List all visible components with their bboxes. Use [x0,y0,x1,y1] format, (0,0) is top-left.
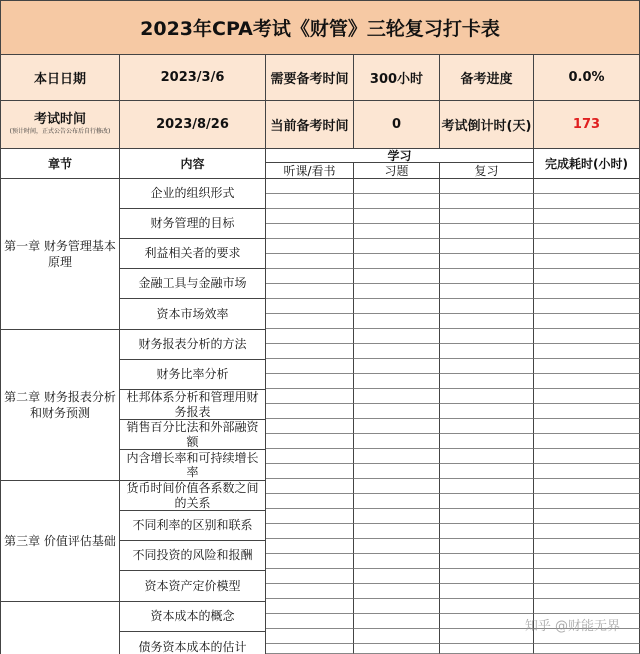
checkin-cell[interactable] [534,344,640,359]
item-cell: 不同利率的区别和联系 [120,511,266,541]
checkin-cell[interactable] [354,569,440,584]
checkin-cell[interactable] [266,494,354,509]
header-listen: 听课/看书 [266,163,354,179]
checkin-cell[interactable] [266,254,354,269]
today-label: 本日日期 [0,55,120,101]
checkin-cell[interactable] [440,239,534,254]
item-cell: 企业的组织形式 [120,179,266,209]
progress-label: 备考进度 [440,55,534,101]
checkin-cell[interactable] [354,479,440,494]
current-hours-value[interactable]: 0 [354,101,440,149]
checkin-cell[interactable] [440,374,534,389]
checkin-cell[interactable] [266,434,354,449]
checkin-cell[interactable] [266,569,354,584]
checkin-cell[interactable] [534,554,640,569]
checkin-cell[interactable] [534,299,640,314]
checkin-cell[interactable] [440,284,534,299]
chapter-2: 第二章 财务报表分析和财务预测 [0,330,120,481]
checkin-cell[interactable] [440,224,534,239]
checkin-cell[interactable] [440,209,534,224]
checkin-cell[interactable] [534,314,640,329]
item-cell: 金融工具与金融市场 [120,269,266,299]
checkin-cell[interactable] [354,269,440,284]
checkin-cell[interactable] [440,434,534,449]
checkin-cell[interactable] [354,419,440,434]
checkin-cell[interactable] [534,329,640,344]
checkin-cell[interactable] [534,464,640,479]
need-hours-value[interactable]: 300小时 [354,55,440,101]
checkin-cell[interactable] [266,614,354,629]
chapter-4 [0,602,120,654]
checkin-cell[interactable] [354,389,440,404]
checkin-cell[interactable] [354,644,440,654]
checkin-cell[interactable] [440,599,534,614]
checkin-cell[interactable] [534,254,640,269]
sheet-title: 2023年CPA考试《财管》三轮复习打卡表 [0,0,640,55]
checkin-cell[interactable] [266,359,354,374]
checkin-cell[interactable] [354,614,440,629]
checkin-cell[interactable] [354,584,440,599]
checkin-cell[interactable] [440,584,534,599]
checkin-cell[interactable] [354,209,440,224]
checkin-cell[interactable] [354,359,440,374]
checkin-cell[interactable] [440,269,534,284]
header-exercise: 习题 [354,163,440,179]
checkin-cell[interactable] [534,434,640,449]
chapter-1: 第一章 财务管理基本原理 [0,179,120,330]
checkin-cell[interactable] [534,599,640,614]
item-cell: 利益相关者的要求 [120,239,266,269]
item-cell: 内含增长率和可持续增长率 [120,450,266,481]
checkin-cell[interactable] [266,629,354,644]
item-cell: 资本资产定价模型 [120,571,266,602]
checkin-cell[interactable] [534,239,640,254]
need-hours-label: 需要备考时间 [266,55,354,101]
checkin-cell[interactable] [354,464,440,479]
chapter-3: 第三章 价值评估基础 [0,481,120,602]
checkin-cell[interactable] [440,539,534,554]
header-study: 学习 [266,149,534,163]
header-review: 复习 [440,163,534,179]
exam-value[interactable]: 2023/8/26 [120,101,266,149]
checkin-cell[interactable] [440,194,534,209]
checkin-cell[interactable] [440,569,534,584]
checkin-cell[interactable] [440,614,534,629]
checkin-cell[interactable] [354,494,440,509]
checkin-cell[interactable] [440,344,534,359]
progress-value: 0.0% [534,55,640,101]
checkin-cell[interactable] [266,599,354,614]
checkin-cell[interactable] [534,494,640,509]
exam-label: 考试时间 [33,112,86,128]
checkin-cell[interactable] [354,254,440,269]
checkin-cell[interactable] [534,224,640,239]
checkin-cell[interactable] [266,539,354,554]
checkin-cell[interactable] [354,434,440,449]
checkin-cell[interactable] [354,509,440,524]
checkin-cell[interactable] [534,524,640,539]
exam-label-cell [0,101,120,149]
checkin-cell[interactable] [354,374,440,389]
item-cell: 销售百分比法和外部融资额 [120,420,266,450]
checkin-cell[interactable] [440,404,534,419]
header-content: 内容 [120,149,266,179]
checkin-cell[interactable] [354,239,440,254]
checkin-cell[interactable] [266,584,354,599]
checkin-cell[interactable] [266,404,354,419]
item-cell: 不同投资的风险和报酬 [120,541,266,571]
checkin-cell[interactable] [440,644,534,654]
checkin-cell[interactable] [534,419,640,434]
checkin-cell[interactable] [266,554,354,569]
checkin-cell[interactable] [440,449,534,464]
checkin-cell[interactable] [354,284,440,299]
exam-note: (预计时间，正式公告公布后自行修改) [9,128,111,136]
checkin-cell[interactable] [534,179,640,194]
checkin-cell[interactable] [440,509,534,524]
checkin-cell[interactable] [534,269,640,284]
checkin-cell[interactable] [440,254,534,269]
checkin-cell[interactable] [354,344,440,359]
header-chapter: 章节 [0,149,120,179]
checkin-cell[interactable] [440,494,534,509]
checkin-cell[interactable] [266,209,354,224]
countdown-label: 考试倒计时(天) [440,101,534,149]
checkin-cell[interactable] [354,314,440,329]
checkin-cell[interactable] [266,464,354,479]
checkin-cell[interactable] [354,179,440,194]
item-cell: 债务资本成本的估计 [120,632,266,654]
checkin-cell[interactable] [440,389,534,404]
checkin-cell[interactable] [266,509,354,524]
checkin-cell[interactable] [266,344,354,359]
item-cell: 财务比率分析 [120,360,266,390]
checkin-cell[interactable] [266,284,354,299]
countdown-value: 173 [534,101,640,149]
checkin-cell[interactable] [266,239,354,254]
checkin-cell[interactable] [266,314,354,329]
checkin-cell[interactable] [534,374,640,389]
checkin-cell[interactable] [534,449,640,464]
checkin-cell[interactable] [534,359,640,374]
checkin-cell[interactable] [440,464,534,479]
checkin-cell[interactable] [354,329,440,344]
checkin-cell[interactable] [354,524,440,539]
checkin-cell[interactable] [354,299,440,314]
checkin-cell[interactable] [354,404,440,419]
item-cell: 财务报表分析的方法 [120,330,266,360]
checkin-cell[interactable] [354,449,440,464]
checkin-cell[interactable] [266,299,354,314]
header-duration: 完成耗时(小时) [534,149,640,179]
checkin-cell[interactable] [266,419,354,434]
checkin-cell[interactable] [440,554,534,569]
checkin-cell[interactable] [266,329,354,344]
checkin-cell[interactable] [266,374,354,389]
checkin-cell[interactable] [534,569,640,584]
checkin-cell[interactable] [266,179,354,194]
checkin-cell[interactable] [534,209,640,224]
checkin-cell[interactable] [534,644,640,654]
checkin-cell[interactable] [266,449,354,464]
checkin-cell[interactable] [266,389,354,404]
checkin-cell[interactable] [266,479,354,494]
checkin-cell[interactable] [440,524,534,539]
today-value[interactable]: 2023/3/6 [120,55,266,101]
checkin-cell[interactable] [354,194,440,209]
checkin-cell[interactable] [440,314,534,329]
checkin-cell[interactable] [534,194,640,209]
checkin-cell[interactable] [354,539,440,554]
item-cell: 资本成本的概念 [120,602,266,632]
checkin-cell[interactable] [440,359,534,374]
checkin-cell[interactable] [354,629,440,644]
item-cell: 货币时间价值各系数之间的关系 [120,481,266,511]
checkin-cell[interactable] [266,269,354,284]
checkin-cell[interactable] [354,599,440,614]
checkin-cell[interactable] [440,329,534,344]
checkin-cell[interactable] [534,539,640,554]
current-hours-label: 当前备考时间 [266,101,354,149]
item-cell: 杜邦体系分析和管理用财务报表 [120,390,266,420]
checkin-cell[interactable] [266,224,354,239]
checkin-cell[interactable] [354,554,440,569]
checkin-cell[interactable] [354,224,440,239]
checkin-cell[interactable] [440,479,534,494]
checkin-cell[interactable] [440,629,534,644]
checkin-cell[interactable] [440,299,534,314]
checkin-cell[interactable] [534,284,640,299]
checkin-cell[interactable] [534,509,640,524]
checkin-cell[interactable] [534,479,640,494]
watermark: 知乎 @财能无界 [524,619,620,634]
item-cell: 资本市场效率 [120,299,266,330]
checkin-cell[interactable] [534,584,640,599]
checkin-cell[interactable] [440,419,534,434]
item-cell: 财务管理的目标 [120,209,266,239]
checkin-cell[interactable] [440,179,534,194]
checkin-cell[interactable] [266,194,354,209]
checkin-cell[interactable] [266,644,354,654]
checkin-cell[interactable] [534,389,640,404]
checkin-cell[interactable] [266,524,354,539]
checkin-cell[interactable] [534,404,640,419]
